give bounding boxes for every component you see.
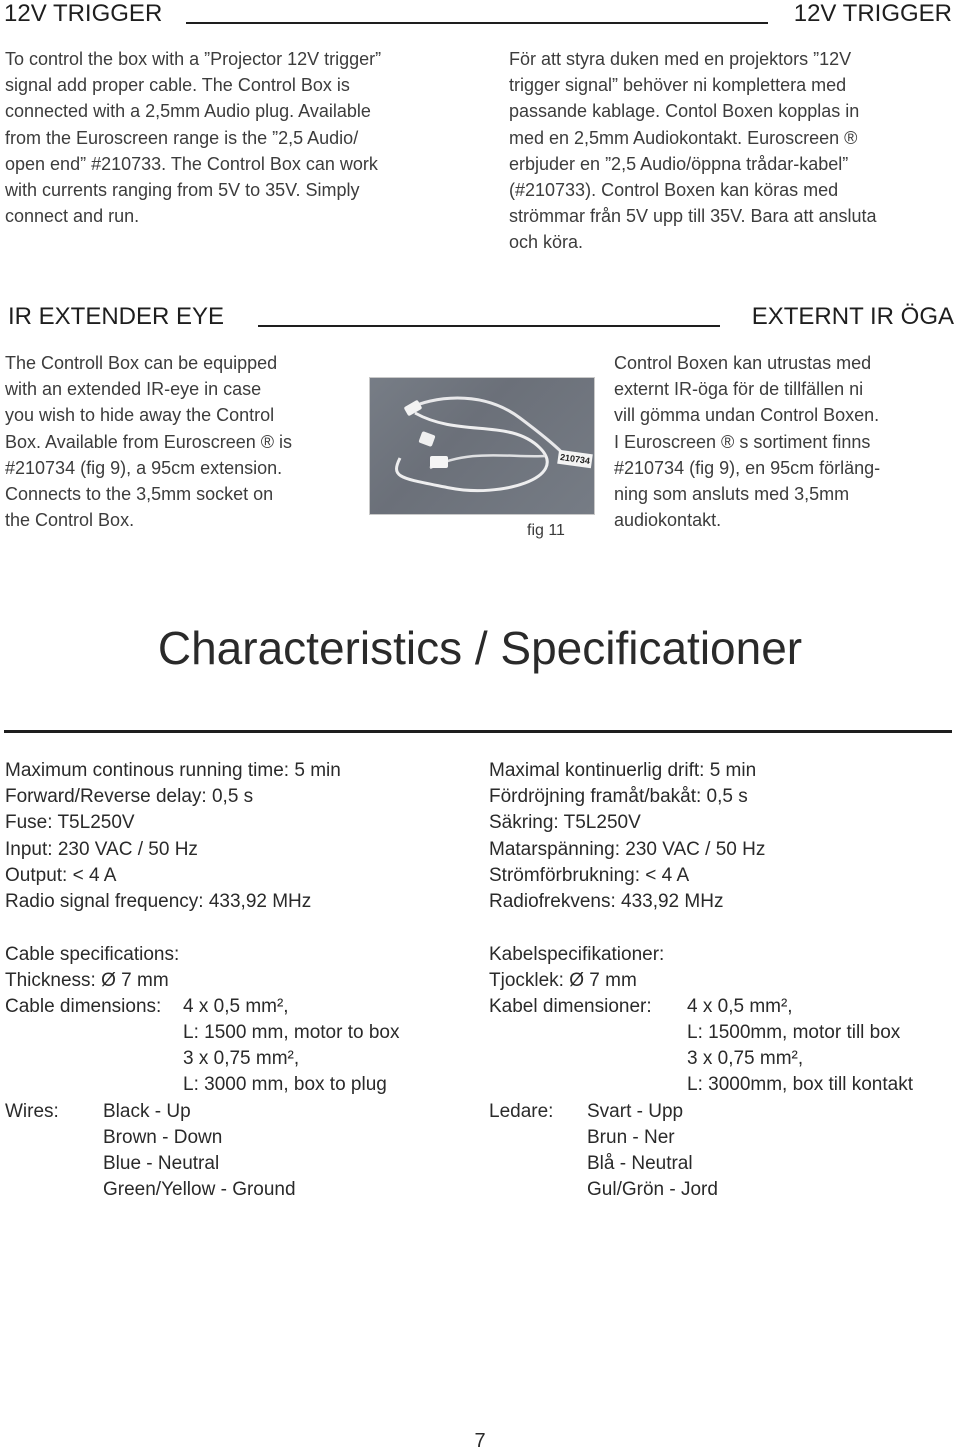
ir-paragraph-sv xyxy=(614,350,954,533)
text-line: from the Euroscreen range is the ”2,5 Audio/ xyxy=(5,127,359,148)
text-line: open end” #210733. The Control Box can work xyxy=(5,153,378,174)
text-line: The Controll Box can be equipped xyxy=(5,353,278,373)
spec-line: Fuse: T5L250V xyxy=(5,812,135,834)
cable-dim-value: 4 x 0,5 mm², xyxy=(183,996,289,1018)
page-title: Characteristics / Specificationer xyxy=(157,622,803,674)
spec-line: Radio signal frequency: 433,92 MHz xyxy=(5,891,312,913)
page-number: 7 xyxy=(474,1430,486,1452)
text-line: #210734 (fig 9), en 95cm förläng- xyxy=(614,457,881,478)
section-heading-ir-extender-en: IR EXTENDER EYE xyxy=(8,303,225,330)
spec-line: Maximal kontinuerlig drift: 5 min xyxy=(489,760,757,781)
text-line: Connects to the 3,5mm socket on xyxy=(5,484,274,505)
trigger-paragraph-sv xyxy=(509,46,959,256)
cable-dim-value: L: 1500 mm, motor to box xyxy=(183,1022,400,1044)
ir-paragraph-en xyxy=(5,350,345,533)
wire-item: Brown - Down xyxy=(103,1127,223,1149)
cable-dimensions xyxy=(489,994,913,1099)
cable-dimensions-label: Cable dimensions: xyxy=(5,996,162,1018)
text-line: Control Boxen kan utrustas med xyxy=(614,353,872,373)
text-line: Box. Available from Euroscreen ® is xyxy=(5,431,293,452)
text-line: connected with a 2,5mm Audio plug. Available xyxy=(5,101,371,122)
cable-dim-value: 3 x 0,75 mm², xyxy=(183,1048,300,1070)
text-line: you wish to hide away the Control xyxy=(5,405,275,426)
spec-line: Radiofrekvens: 433,92 MHz xyxy=(489,891,724,913)
title-rule xyxy=(4,730,952,733)
wire-item: Blue - Neutral xyxy=(103,1153,220,1175)
cable-label-sticker: 210734 xyxy=(557,450,593,469)
spec-line: Forward/Reverse delay: 0,5 s xyxy=(5,786,254,808)
cable-dim-value: L: 3000mm, box till kontakt xyxy=(687,1074,913,1096)
cable-dim-value: 3 x 0,75 mm², xyxy=(687,1048,804,1070)
text-line: strömmar från 5V upp till 35V. Bara att ansluta xyxy=(509,206,877,227)
wire-item: Green/Yellow - Ground xyxy=(103,1179,296,1201)
wire-item: Gul/Grön - Jord xyxy=(587,1179,718,1201)
cable-thickness: Tjocklek: Ø 7 mm xyxy=(489,970,637,992)
text-line: connect and run. xyxy=(5,206,140,227)
text-line: trigger signal” behöver ni komplettera med xyxy=(509,75,847,96)
text-line: (#210733). Control Boxen kan köras med xyxy=(509,180,839,201)
cable-dimensions xyxy=(5,994,400,1099)
section-heading-ir-extender-sv: EXTERNT IR ÖGA xyxy=(751,303,954,330)
cable-specs-heading: Cable specifications: xyxy=(5,944,180,965)
text-line: the Control Box. xyxy=(5,510,135,531)
section-heading-12v-trigger-en: 12V TRIGGER xyxy=(4,0,163,27)
header-rule-ir xyxy=(258,325,720,327)
text-line: passande kablage. Contol Boxen kopplas in xyxy=(509,101,860,122)
spec-line: Matarspänning: 230 VAC / 50 Hz xyxy=(489,838,766,860)
cable-dim-value: 4 x 0,5 mm², xyxy=(687,996,793,1018)
wires-list xyxy=(5,1099,296,1204)
text-line: signal add proper cable. The Control Box is xyxy=(5,75,350,96)
cable-thickness: Thickness: Ø 7 mm xyxy=(5,970,169,992)
spec-line: Strömförbrukning: < 4 A xyxy=(489,864,690,886)
text-line: med en 2,5mm Audiokontakt. Euroscreen ® xyxy=(509,127,858,148)
cable-specs-en xyxy=(5,942,400,1204)
cable-specs-heading: Kabelspecifikationer: xyxy=(489,944,665,965)
spec-line: Input: 230 VAC / 50 Hz xyxy=(5,838,198,860)
spec-line: Maximum continous running time: 5 min xyxy=(5,760,341,781)
text-line: erbjuder en ”2,5 Audio/öppna trådar-kabel” xyxy=(509,153,849,174)
cable-illustration xyxy=(370,378,594,514)
text-line: audiokontakt. xyxy=(614,510,722,531)
wires-list xyxy=(489,1099,718,1204)
text-line: #210734 (fig 9), a 95cm extension. xyxy=(5,457,283,478)
wires-label: Ledare: xyxy=(489,1101,554,1123)
specs-list-sv xyxy=(489,758,765,915)
text-line: To control the box with a ”Projector 12V trigger” xyxy=(5,49,382,69)
trigger-paragraph-en xyxy=(5,46,465,229)
cable-specs-sv xyxy=(489,942,913,1204)
text-line: with an extended IR-eye in case xyxy=(5,379,262,400)
wire-item: Black - Up xyxy=(103,1101,191,1123)
text-line: För att styra duken med en projektors ”12V xyxy=(509,49,852,69)
wires-label: Wires: xyxy=(5,1101,59,1123)
text-line: vill gömma undan Control Boxen. xyxy=(614,405,880,426)
text-line: ning som ansluts med 3,5mm xyxy=(614,484,850,505)
text-line: externt IR-öga för de tillfällen ni xyxy=(614,379,864,400)
spec-line: Säkring: T5L250V xyxy=(489,812,641,834)
wire-item: Brun - Ner xyxy=(587,1127,675,1149)
cable-dim-value: L: 1500mm, motor till box xyxy=(687,1022,901,1044)
wire-item: Blå - Neutral xyxy=(587,1153,693,1175)
figure-caption: fig 11 xyxy=(527,522,565,539)
text-line: I Euroscreen ® s sortiment finns xyxy=(614,431,871,452)
header-rule-12v xyxy=(186,22,768,24)
text-line: och köra. xyxy=(509,232,584,253)
ir-eye-cable-photo xyxy=(369,377,595,515)
specs-list-en xyxy=(5,758,341,915)
spec-line: Output: < 4 A xyxy=(5,864,117,886)
cable-dim-value: L: 3000 mm, box to plug xyxy=(183,1074,387,1096)
cable-dimensions-label: Kabel dimensioner: xyxy=(489,996,652,1018)
section-heading-12v-trigger-sv: 12V TRIGGER xyxy=(793,0,952,27)
wire-item: Svart - Upp xyxy=(587,1101,684,1123)
spec-line: Fördröjning framåt/bakåt: 0,5 s xyxy=(489,786,748,808)
text-line: with currents ranging from 5V to 35V. Simply xyxy=(5,180,360,201)
